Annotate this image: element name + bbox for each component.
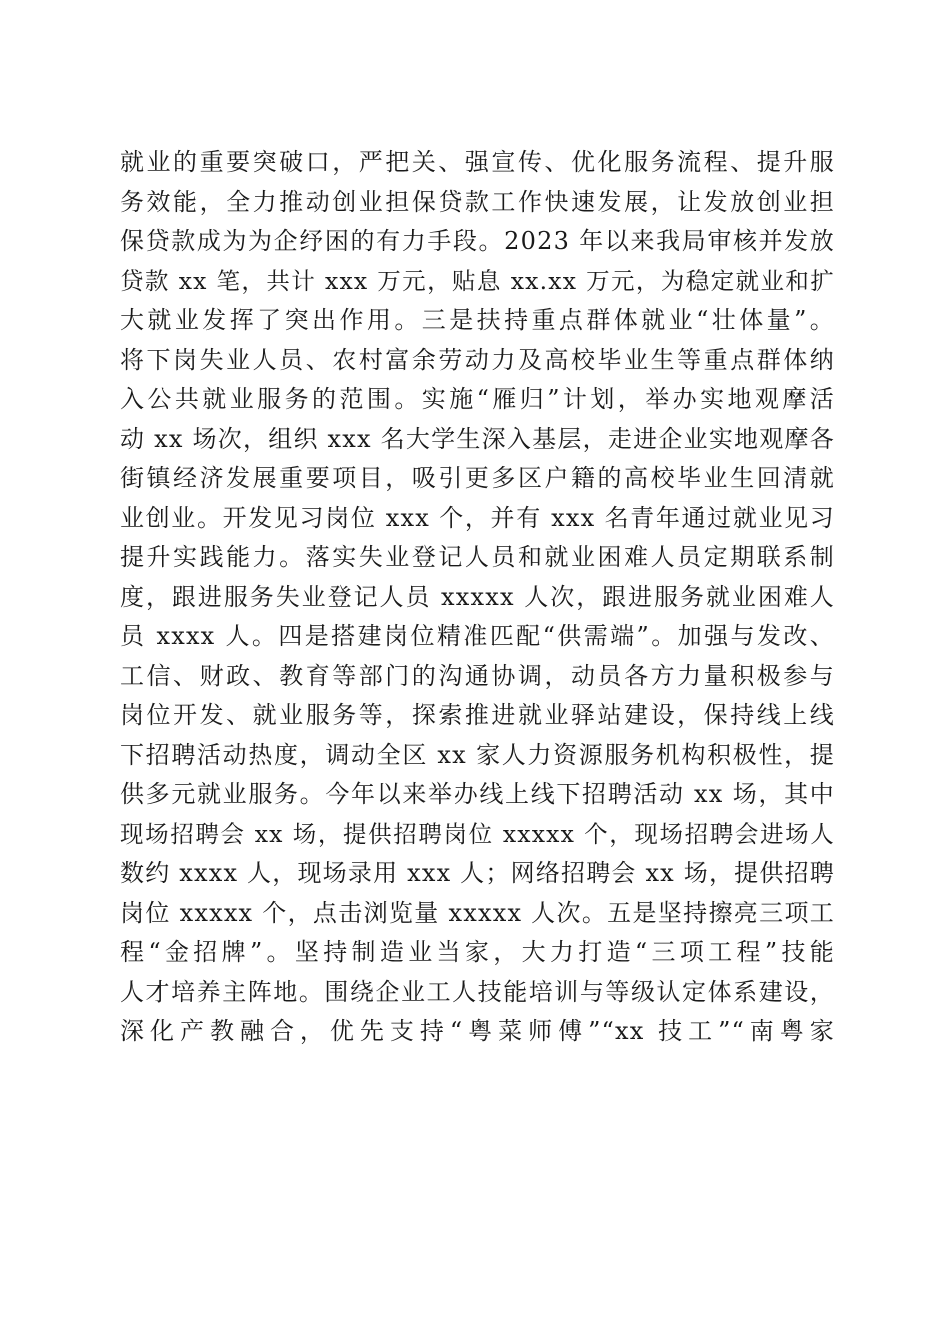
- text-line: 工信、财政、教育等部门的沟通协调，动员各方力量积极参与: [120, 661, 835, 690]
- text-line: 贷款 xx 笔，共计 xxx 万元，贴息 xx.xx 万元，为稳定就业和扩: [120, 266, 835, 295]
- text-line: 提升实践能力。落实失业登记人员和就业困难人员定期联系制: [120, 543, 835, 571]
- text-line: 入公共就业服务的范围。实施“雁归”计划，举办实地观摩活: [120, 385, 835, 413]
- text-line: 大就业发挥了突出作用。三是扶持重点群体就业“壮体量”。: [120, 306, 835, 334]
- text-line: 下招聘活动热度，调动全区 xx 家人力资源服务机构积极性，提: [120, 740, 835, 769]
- body-text: [120, 143, 835, 1052]
- text-line: 现场招聘会 xx 场，提供招聘岗位 xxxxx 个，现场招聘会进场人: [120, 819, 835, 848]
- text-line: 岗位开发、就业服务等，探索推进就业驿站建设，保持线上线: [120, 701, 835, 729]
- text-line: 动 xx 场次，组织 xxx 名大学生深入基层，走进企业实地观摩各: [120, 424, 835, 453]
- text-line: 务效能，全力推动创业担保贷款工作快速发展，让发放创业担: [120, 187, 835, 216]
- text-line: 数约 xxxx 人，现场录用 xxx 人；网络招聘会 xx 场，提供招聘: [120, 859, 835, 887]
- text-line: 就业的重要突破口，严把关、强宣传、优化服务流程、提升服: [120, 148, 835, 176]
- text-line: 度，跟进服务失业登记人员 xxxxx 人次，跟进服务就业困难人: [120, 582, 835, 611]
- text-line: 街镇经济发展重要项目，吸引更多区户籍的高校毕业生回清就: [120, 464, 835, 492]
- text-line: 员 xxxx 人。四是搭建岗位精准匹配“供需端”。加强与发改、: [120, 622, 835, 650]
- text-line: 供多元就业服务。今年以来举办线上线下招聘活动 xx 场，其中: [120, 780, 835, 808]
- text-line: 将下岗失业人员、农村富余劳动力及高校毕业生等重点群体纳: [120, 345, 835, 374]
- text-line: 程“金招牌”。坚持制造业当家，大力打造“三项工程”技能: [120, 938, 835, 966]
- text-line: 岗位 xxxxx 个，点击浏览量 xxxxx 人次。五是坚持擦亮三项工: [120, 898, 835, 927]
- text-line: 业创业。开发见习岗位 xxx 个，并有 xxx 名青年通过就业见习: [120, 503, 835, 532]
- text-line: 深化产教融合，优先支持“粤菜师傅”“xx 技工”“南粤家: [120, 1017, 835, 1045]
- text-line: 保贷款成为为企纾困的有力手段。2023 年以来我局审核并发放: [120, 227, 835, 255]
- text-line: 人才培养主阵地。围绕企业工人技能培训与等级认定体系建设，: [120, 977, 835, 1006]
